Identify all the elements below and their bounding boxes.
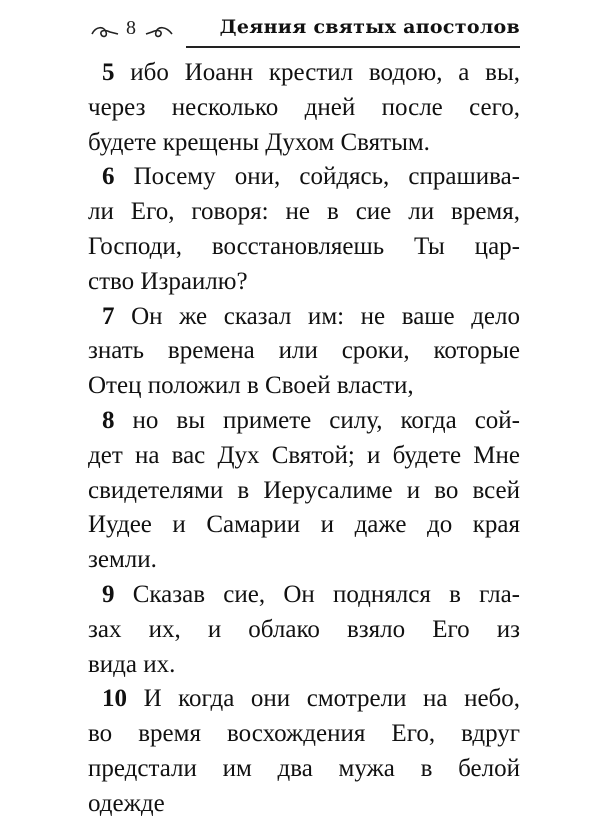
verse-line — [88, 578, 520, 613]
page-header — [88, 14, 520, 44]
verse-line: Господи, восстановляешь Ты цар- — [88, 232, 520, 260]
verse-number: 9 — [102, 580, 115, 608]
verse-line: земли. — [88, 546, 157, 574]
running-head-title: Деяния святых апостолов — [219, 16, 520, 38]
verse-line — [88, 404, 520, 439]
verse-5 — [88, 56, 520, 160]
verse-number: 6 — [102, 163, 115, 191]
verse-line: знать времена или сроки, которые — [88, 337, 520, 365]
verse-line: ли Его, говоря: не в сие ли время, — [88, 198, 520, 226]
verse-number: 10 — [102, 685, 127, 713]
verse-line — [88, 682, 520, 717]
verse-line: зах их, и облако взяло Его из — [88, 615, 520, 643]
verse-line: во время восхождения Его, вдруг — [88, 720, 520, 748]
verse-line: Иудее и Самарии и даже до края — [88, 511, 520, 539]
verse-line-text: Он же сказал им: не ваше дело — [131, 302, 521, 330]
verse-line — [88, 160, 520, 195]
verse-line: дет на вас Дух Святой; и будете Мне — [88, 441, 520, 469]
verse-6 — [88, 160, 520, 299]
verse-8 — [88, 404, 520, 578]
page-number: 8 — [126, 17, 136, 39]
verse-line: через несколько дней после сего, — [88, 93, 520, 121]
verse-line-text: Посему они, сойдясь, спрашива- — [133, 163, 521, 191]
verse-10 — [88, 682, 520, 821]
verse-line: Отец положил в Своей власти, — [88, 372, 414, 400]
verse-line: будете крещены Духом Святым. — [88, 128, 430, 156]
verse-line-text: Сказав сие, Он поднялся в гла- — [132, 580, 520, 608]
verse-7 — [88, 300, 520, 404]
verse-line-text: И когда они смотрели на небо, — [143, 685, 521, 713]
verse-line: одежде — [88, 789, 165, 817]
verse-line: вида их. — [88, 650, 176, 678]
verse-number: 5 — [102, 59, 115, 86]
verse-line: предстали им два мужа в белой — [88, 754, 520, 782]
verse-9 — [88, 578, 520, 682]
header-divider — [186, 46, 520, 48]
verse-number: 8 — [102, 406, 115, 434]
verse-line: свидетелями в Иерусалиме и во всей — [88, 476, 520, 504]
verse-line: ство Израилю? — [88, 267, 248, 295]
verse-number: 7 — [102, 302, 115, 330]
verse-line — [88, 300, 520, 335]
scripture-text — [88, 56, 520, 822]
verse-line — [88, 56, 520, 91]
verse-line-text: ибо Иоанн крестил водою, а вы, — [130, 59, 520, 86]
verse-line-text: но вы примете силу, когда сой- — [132, 406, 520, 434]
